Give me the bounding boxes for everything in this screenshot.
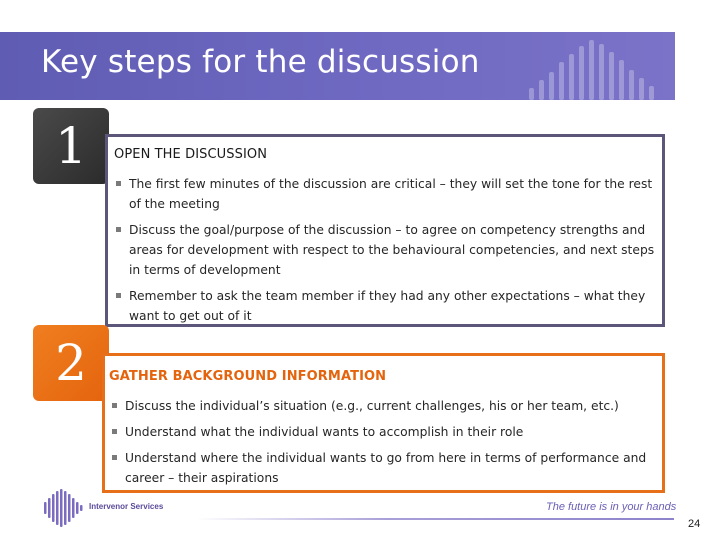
step-2-number-badge: 2 [33, 325, 109, 401]
page-number: 24 [688, 518, 701, 530]
step-1-bullet-list [116, 174, 656, 332]
step-1-box [105, 134, 665, 327]
list-item [116, 220, 656, 280]
bullet-text: Understand what the individual wants to accomplish in their role [125, 425, 524, 439]
square-bullet-icon [112, 429, 117, 434]
step-2-box [102, 353, 665, 493]
bullet-text: Discuss the individual’s situation (e.g., current challenges, his or her team, etc.) [125, 399, 619, 413]
list-item [116, 286, 656, 326]
footer-divider [196, 518, 674, 520]
square-bullet-icon [112, 455, 117, 460]
list-item [112, 396, 652, 416]
vertical-bars-graphic-icon [519, 32, 669, 100]
tagline: The future is in your hands [546, 501, 677, 513]
step-1-number-badge: 1 [33, 108, 109, 184]
square-bullet-icon [116, 227, 121, 232]
square-bullet-icon [116, 293, 121, 298]
bullet-text: Understand where the individual wants to go from here in terms of performance and career – their aspirations [125, 451, 647, 485]
list-item [112, 448, 652, 488]
bullet-text: Discuss the goal/purpose of the discussion – to agree on competency strengths and areas for development with respect to the behavioural competencies, and next steps in terms of development [129, 223, 655, 277]
step-2-bullet-list [112, 396, 652, 494]
logo-text: Intervenor Services [89, 502, 164, 511]
step-2-heading: GATHER BACKGROUND INFORMATION [109, 369, 387, 384]
list-item [112, 422, 652, 442]
step-1-heading: OPEN THE DISCUSSION [114, 147, 268, 162]
footer-logo [43, 488, 223, 528]
square-bullet-icon [116, 181, 121, 186]
bullet-text: Remember to ask the team member if they had any other expectations – what they want to get out of it [129, 289, 646, 323]
vertical-bars-logo-icon [43, 488, 85, 528]
list-item [116, 174, 656, 214]
square-bullet-icon [112, 403, 117, 408]
page-title: Key steps for the discussion [41, 44, 480, 80]
bullet-text: The first few minutes of the discussion are critical – they will set the tone for the rest of the meeting [129, 177, 653, 211]
